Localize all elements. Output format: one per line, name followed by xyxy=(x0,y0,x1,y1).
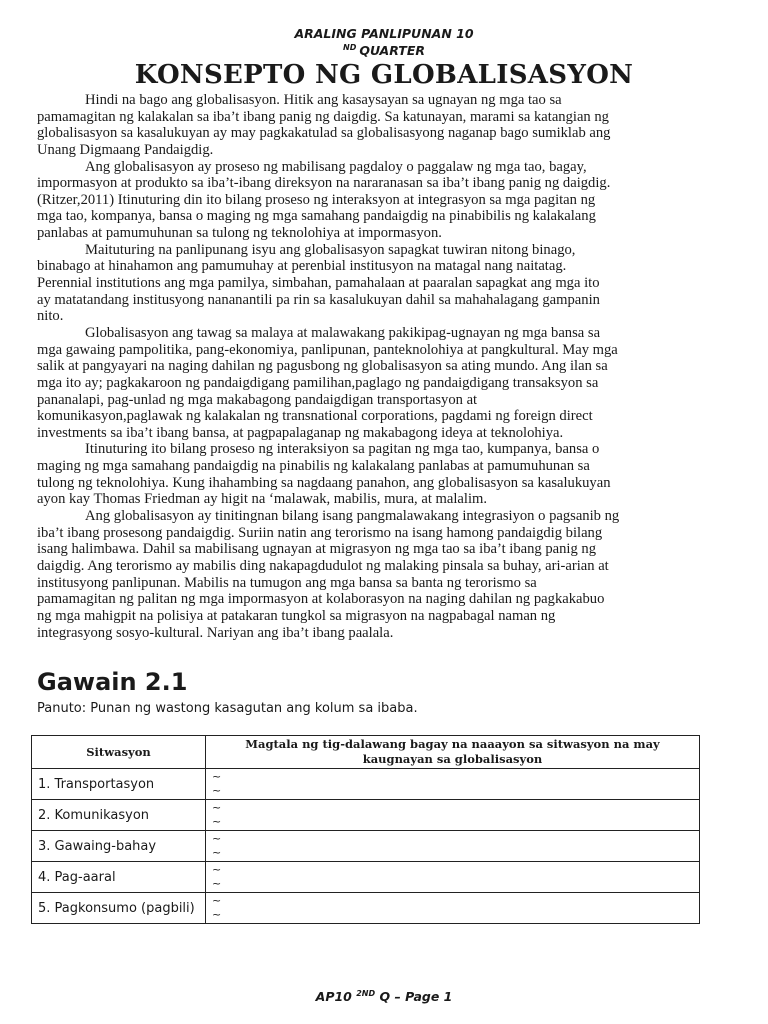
activity-table xyxy=(31,735,700,924)
paragraph-line: Perennial institutions ang mga pamilya, simbahan, pamahalaan at paaralan sapagkat ang mga ito xyxy=(37,275,600,292)
paragraph-line: (Ritzer,2011) Itinuturing din ito bilang proseso ng interaksyon at integrasyon sa mga pagitan ng xyxy=(37,191,596,208)
answer-cell[interactable] xyxy=(206,862,700,893)
page-title: KONSEPTO NG GLOBALISASYON xyxy=(134,60,634,90)
paragraph-line: institusyong panlipunan. Mabilis na tumugon ang mga bansa sa banta ng terorismo sa xyxy=(37,574,537,591)
activity-title: Gawain 2.1 xyxy=(37,668,188,696)
answer-bullet: ~ xyxy=(212,908,222,921)
paragraph-line: ay matatandang institusyong nananantili pa rin sa kasalukuyan dahil sa mahahalagang gampanin xyxy=(37,291,600,308)
answer-bullet: ~ xyxy=(212,863,222,876)
paragraph-line: impormasyon at produkto sa iba’t-ibang direksyon na nararanasan sa iba’t ibang panig ng daigdig. xyxy=(37,175,611,192)
paragraph-line: isang halimbawa. Dahil sa mabilisang ugnayan at migrasyon ng mga tao sa iba’t ibang panig ng xyxy=(37,541,597,558)
footer-prefix: AP10 xyxy=(315,989,352,1004)
paragraph-line: Globalisasyon ang tawag sa malaya at malawakang pakikipag-ugnayan ng mga bansa sa xyxy=(85,324,601,341)
answer-bullet: ~ xyxy=(212,894,222,907)
situation-cell: 4. Pag-aaral xyxy=(32,862,206,893)
answer-bullet: ~ xyxy=(212,784,222,797)
answer-bullet: ~ xyxy=(212,801,222,814)
paragraph-line: pamamagitan ng palitan ng mga impormasyon at kolaborasyon na naging dahilan ng pagkakabuo xyxy=(37,591,605,608)
paragraph-line: Maituturing na panlipunang isyu ang globalisasyon sapagkat tuwiran nitong binago, xyxy=(85,241,576,258)
paragraph-line: mga gawaing pampolitika, pang-ekonomiya, panlipunan, panteknolohiya at pangkultural. May mga xyxy=(37,341,618,358)
answer-bullet: ~ xyxy=(212,877,222,890)
table-row xyxy=(32,831,700,862)
activity-instructions: Panuto: Punan ng wastong kasagutan ang kolum sa ibaba. xyxy=(37,701,418,716)
paragraph-line: daigdig. Ang terorismo ay mabilis ding nakapagdudulot ng malaking pinsala sa buhay, ari-arian at xyxy=(37,557,609,574)
situation-cell: 3. Gawaing-bahay xyxy=(32,831,206,862)
paragraph-line: Unang Digmaang Pandaigdig. xyxy=(37,141,214,158)
header-subject: ARALING PANLIPUNAN 10 xyxy=(294,26,474,41)
table-row xyxy=(32,862,700,893)
paragraph-line: binabago at hinahamon ang pamumuhay at perenbial institusyon na matagal nang naitatag. xyxy=(37,258,567,275)
quarter-suffix: ND xyxy=(343,43,357,52)
paragraph-line: iba’t ibang prosesong pandaigdig. Suriin natin ang terorismo na isang hamong pandaigdig bilang xyxy=(37,524,603,541)
answer-bullet: ~ xyxy=(212,846,222,859)
paragraph-line: integrasyong sosyo-kultural. Nariyan ang iba’t ibang paalala. xyxy=(37,624,394,641)
table-row xyxy=(32,769,700,800)
answer-bullet: ~ xyxy=(212,832,222,845)
paragraph-line: ng mga mahigpit na polisiya at patakaran tungkol sa migrasyon na nagpabagal naman ng xyxy=(37,607,556,624)
paragraph-line: tulong ng teknolohiya. Kung ihahambing sa nagdaang panahon, ang globalisasyon sa kasalukuyan xyxy=(37,474,611,491)
table-row xyxy=(32,800,700,831)
column-header-answers: Magtala ng tig-dalawang bagay na naaayon sa sitwasyon na may kaugnayan sa globalisasyon xyxy=(206,736,700,769)
paragraph-line: ayon kay Thomas Friedman ay higit na ‘malawak, mabilis, mura, at malalim. xyxy=(37,491,487,508)
paragraph-line: globalisasyon sa kasalukuyan ay may pagkakatulad sa globalisasyong naganap bago sumiklab ang xyxy=(37,125,611,142)
header-quarter xyxy=(0,43,768,58)
answer-cell[interactable] xyxy=(206,893,700,924)
table-row xyxy=(32,893,700,924)
paragraph-line: Hindi na bago ang globalisasyon. Hitik ang kasaysayan sa ugnayan ng mga tao sa xyxy=(85,92,562,108)
table-header-row xyxy=(32,736,700,769)
page-footer xyxy=(0,989,768,1004)
situation-cell: 1. Transportasyon xyxy=(32,769,206,800)
situation-cell: 5. Pagkonsumo (pagbili) xyxy=(32,893,206,924)
paragraph-line: salik at pangyayari na naging dahilan ng pagusbong ng globalisasyon sa ating mundo. Ang ilan sa xyxy=(37,358,608,375)
body-text xyxy=(37,92,733,641)
column-header-situation: Sitwasyon xyxy=(32,736,206,769)
footer-suffix: Q – Page 1 xyxy=(379,989,453,1004)
paragraph-line: komunikasyon,paglawak ng kalakalan ng transnational corporations, pagdami ng foreign direct xyxy=(37,408,593,425)
answer-bullet: ~ xyxy=(212,815,222,828)
footer-sup: 2ND xyxy=(356,989,376,998)
answer-cell[interactable] xyxy=(206,831,700,862)
situation-cell: 2. Komunikasyon xyxy=(32,800,206,831)
paragraph-line: pananalapi, pag-unlad ng mga makabagong pandaigdigan transportasyon at xyxy=(37,391,478,408)
paragraph-line: Ang globalisasyon ay tinitingnan bilang isang pangmalawakang integrasiyon o pagsanib ng xyxy=(85,508,620,525)
quarter-label: QUARTER xyxy=(359,43,425,58)
answer-bullet: ~ xyxy=(212,770,222,783)
paragraph-line: investments sa iba’t ibang bansa, at pagpapalaganap ng makabagong ideya at teknolohiya. xyxy=(37,424,564,441)
paragraph-line: pamamagitan ng kalakalan sa iba’t ibang panig ng daigdig. Sa katunayan, marami sa katangian ng xyxy=(37,108,609,125)
paragraph-line: Itinuturing ito bilang proseso ng interaksiyon sa pagitan ng mga tao, kumpanya, bansa o xyxy=(85,441,600,458)
paragraph-line: nito. xyxy=(37,308,64,325)
answer-cell[interactable] xyxy=(206,800,700,831)
paragraph-line: mga tao, kompanya, bansa o maging ng mga samahang pandaigdig na pinabibilis ng kalakalang xyxy=(37,208,596,225)
paragraph-line: maging ng mga samahang pandaigdig na pinabilis ng kalakalang panlabas at pamumuhunan sa xyxy=(37,458,590,475)
paragraph-line: Ang globalisasyon ay proseso ng mabilisang pagdaloy o paggalaw ng mga tao, bagay, xyxy=(85,158,587,175)
paragraph-line: panlabas at pamumuhunan sa tulong ng teknolohiya at impormasyon. xyxy=(37,225,442,242)
answer-cell[interactable] xyxy=(206,769,700,800)
paragraph-line: mga ito ay; pagkakaroon ng pandaigdigang pamilihan,paglago ng pandaigdigang transaksyon sa xyxy=(37,374,599,391)
